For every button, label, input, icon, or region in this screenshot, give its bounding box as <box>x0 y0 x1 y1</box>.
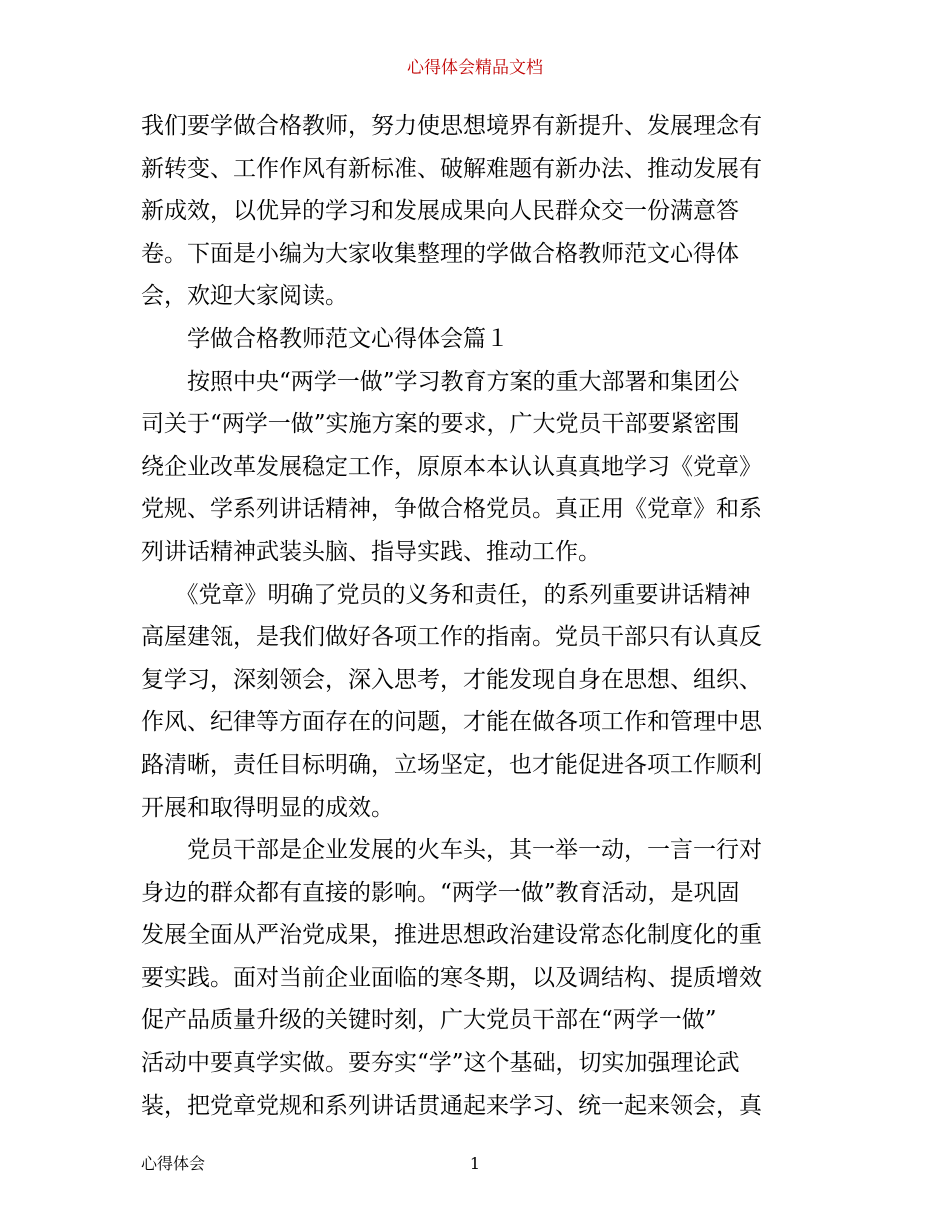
text-line: 复学习，深刻领会，深入思考，才能发现自身在思想、组织、 <box>141 666 762 693</box>
text-line: 卷。下面是小编为大家收集整理的学做合格教师范文心得体 <box>141 240 739 267</box>
text-line: 路清晰，责任目标明确，立场坚定，也才能促进各项工作顺利 <box>141 751 762 778</box>
text-line: 绕企业改革发展稳定工作，原原本本认认真真地学习《党章》 <box>141 453 762 480</box>
page-header-title: 心得体会精品文档 <box>407 58 543 78</box>
text-line: 按照中央“两学一做”学习教育方案的重大部署和集团公 <box>141 368 740 395</box>
text-line: 身边的群众都有直接的影响。“两学一做”教育活动，是巩固 <box>141 879 740 906</box>
text-line: 促产品质量升级的关键时刻，广大党员干部在“两学一做” <box>141 1007 717 1034</box>
text-line: 司关于“两学一做”实施方案的要求，广大党员干部要紧密围 <box>141 411 740 438</box>
text-line: 发展全面从严治党成果，推进思想政治建设常态化制度化的重 <box>141 922 762 949</box>
text-line: 装，把党章党规和系列讲话贯通起来学习、统一起来领会，真 <box>141 1092 762 1119</box>
text-line: 新转变、工作作风有新标准、破解难题有新办法、推动发展有 <box>141 155 762 182</box>
text-line: 党员干部是企业发展的火车头，其一举一动，一言一行对 <box>141 837 762 864</box>
text-line: 活动中要真学实做。要夯实“学”这个基础，切实加强理论武 <box>141 1050 740 1077</box>
text-line: 《党章》明确了党员的义务和责任，的系列重要讲话精神 <box>141 581 751 608</box>
text-line: 列讲话精神武装头脑、指导实践、推动工作。 <box>141 538 601 565</box>
page-number: 1 <box>469 1154 481 1173</box>
text-line: 会，欢迎大家阅读。 <box>141 283 348 310</box>
text-line: 开展和取得明显的成效。 <box>141 794 394 821</box>
text-line: 党规、学系列讲话精神，争做合格党员。真正用《党章》和系 <box>141 496 762 523</box>
footer-label: 心得体会 <box>141 1154 206 1173</box>
text-line: 要实践。面对当前企业面临的寒冬期，以及调结构、提质增效 <box>141 964 762 991</box>
document-body <box>141 105 813 1127</box>
section-heading: 学做合格教师范文心得体会篇１ <box>141 325 509 352</box>
text-line: 新成效，以优异的学习和发展成果向人民群众交一份满意答 <box>141 198 739 225</box>
text-line: 高屋建瓴，是我们做好各项工作的指南。党员干部只有认真反 <box>141 624 762 651</box>
text-line: 作风、纪律等方面存在的问题，才能在做各项工作和管理中思 <box>141 709 762 736</box>
text-line: 我们要学做合格教师，努力使思想境界有新提升、发展理念有 <box>141 113 762 139</box>
